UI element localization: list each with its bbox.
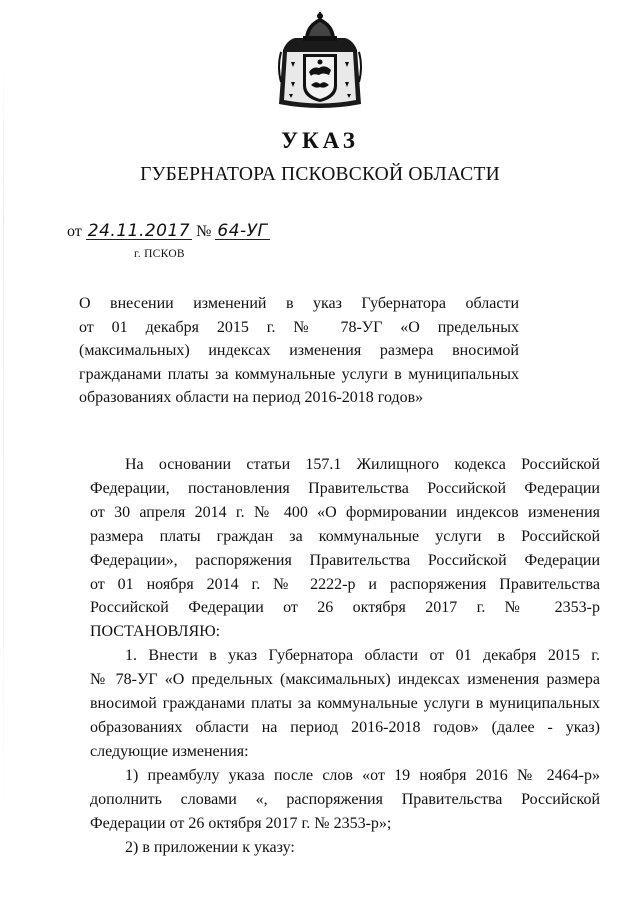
body-line: образованиях области на период 2016-2018 годов» (далее - указ) xyxy=(90,718,600,736)
pskov-coat-of-arms-emblem xyxy=(273,12,367,112)
body-line: от 01 ноября 2014 г. № 2222-р и распоряжения Правительства xyxy=(90,575,600,593)
city-label: г. ПСКОВ xyxy=(134,248,185,260)
body-line: На основании статьи 157.1 Жилищного кодекса Российской xyxy=(125,456,600,473)
document-title: УКАЗ xyxy=(281,128,359,153)
heading-line: от 01 декабря 2015 г. № 78-УГ «О предельных xyxy=(79,318,519,336)
body-line: Федерации от 26 октября 2017 г. № 2353-р»; xyxy=(90,814,392,832)
number-value: 64-УГ xyxy=(217,221,268,241)
body-line: № 78-УГ «О предельных (максимальных) индексах изменения размера xyxy=(90,671,600,689)
decree-heading xyxy=(79,292,519,410)
body-line: Федерации», распоряжения Правительства Российской Федерации xyxy=(90,551,600,569)
body-line: Российской Федерации от 26 октября 2017 г. № 2353-р xyxy=(90,599,600,617)
date-prefix: от xyxy=(67,223,82,240)
body-line: следующие изменения: xyxy=(90,742,249,760)
body-line: 2) в приложении к указу: xyxy=(125,838,295,856)
body-line: Федерации, постановления Правительства Российской Федерации xyxy=(90,479,600,497)
body-line: 1) преамбулу указа после слов «от 19 ноября 2016 № 2464-р» xyxy=(125,766,600,784)
heading-line: О внесении изменений в указ Губернатора области xyxy=(79,295,519,312)
date-value: 24.11.2017 xyxy=(87,221,191,241)
document-subtitle: ГУБЕРНАТОРА ПСКОВСКОЙ ОБЛАСТИ xyxy=(140,164,500,185)
body-line: 1. Внести в указ Губернатора области от 01 декабря 2015 г. xyxy=(125,647,600,665)
decree-body xyxy=(90,453,600,859)
number-prefix: № xyxy=(196,223,212,240)
date-number-line xyxy=(67,223,270,241)
body-line: ПОСТАНОВЛЯЮ: xyxy=(90,623,221,641)
body-line: от 30 апреля 2014 г. № 400 «О формировании индексов изменения xyxy=(90,503,600,521)
heading-line: образованиях области на период 2016-2018 годов» xyxy=(79,389,424,406)
body-line: размера платы граждан за коммунальные услуги в Российской xyxy=(90,527,600,545)
body-line: дополнить словами «, распоряжения Правительства Российской xyxy=(90,790,600,808)
heading-line: гражданами платы за коммунальные услуги в муниципальных xyxy=(79,365,519,383)
heading-line: (максимальных) индексах изменения размера вносимой xyxy=(79,342,519,359)
body-line: вносимой гражданами платы за коммунальные услуги в муниципальных xyxy=(90,695,600,713)
